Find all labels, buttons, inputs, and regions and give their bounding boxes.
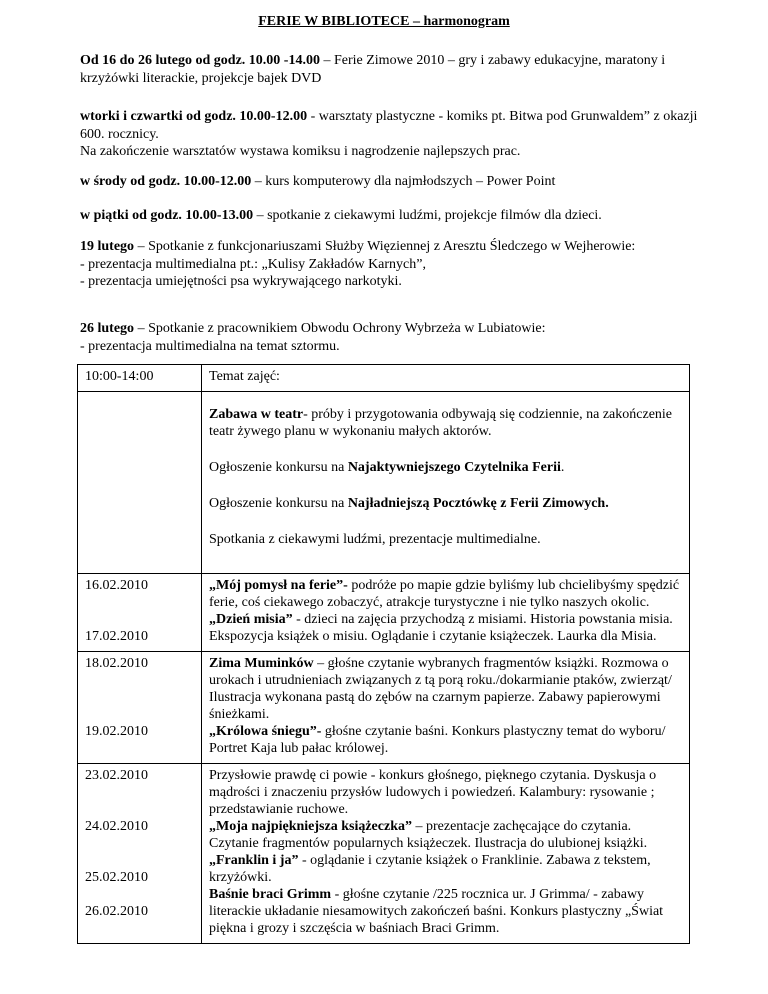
table-row-group-3 <box>78 764 690 944</box>
topic-dzien-misia-bold: „Dzień misia” <box>209 612 293 627</box>
topic-basnie-grimm-text: - głośne czytanie /225 rocznica ur. J Grimma/ - zabawy literackie układanie niesamowitych zakończeń baśni. Konkurs plastyczny „Świat piękna i grozy i szczęścia w baśniach Braci Grimm. <box>209 887 664 936</box>
general-item-1-bold: Zabawa w teatr <box>209 407 304 422</box>
intro-1-bold: Od 16 do 26 lutego od godz. 10.00 -14.00 <box>80 53 320 68</box>
general-date-cell <box>78 392 202 574</box>
intro-paragraph-2 <box>80 108 700 161</box>
date-19-02: 19.02.2010 <box>85 724 148 739</box>
intro-4-bold: w piątki od godz. 10.00-13.00 <box>80 208 254 223</box>
topic-moja-ksiazeczka-bold: „Moja najpiękniejsza książeczka” <box>209 819 412 834</box>
intro-paragraph-3 <box>80 173 700 191</box>
topic-franklin-bold: „Franklin i ja” <box>209 853 299 868</box>
intro-1-text: – Ferie Zimowe 2010 – gry i zabawy edukacyjne, maratony i krzyżówki literackie, projekcje bajek DVD <box>80 53 666 86</box>
intro-paragraph-4 <box>80 207 700 225</box>
table-row-group-2 <box>78 652 690 764</box>
intro-4-text: – spotkanie z ciekawymi ludźmi, projekcje filmów dla dzieci. <box>253 208 602 223</box>
topic-zima-muminkow-text: – głośne czytanie wybranych fragmentów książki. Rozmowa o urokach i utrudnieniach związanych z tą porą roku./dokarmianie ptaków, zwierząt/ Ilustracja wykonana pastą do zębów na czarnym papierze. Zabawy papierowymi śnieżkami. <box>209 656 672 722</box>
intro-5-bold: 19 lutego <box>80 239 135 254</box>
group-2-date-cell <box>78 652 202 764</box>
date-25-02: 25.02.2010 <box>85 870 148 885</box>
general-item-meetings: Spotkania z ciekawymi ludźmi, prezentacje multimedialne. <box>209 532 541 547</box>
general-item-2-post: . <box>560 460 565 475</box>
date-18-02: 18.02.2010 <box>85 656 148 671</box>
general-item-3-bold: Najładniejszą Pocztówkę z Ferii Zimowych. <box>347 496 609 511</box>
group-1-date-cell <box>78 574 202 652</box>
topic-franklin-text: - oglądanie i czytanie książek o Franklinie. Zabawa z tekstem, krzyżówki. <box>209 853 651 885</box>
intro-6-text: – Spotkanie z pracownikiem Obwodu Ochrony Wybrzeża w Lubiatowie: <box>134 321 546 336</box>
general-item-1-text: - próby i przygotowania odbywają się codziennie, na zakończenie teatr żywego planu w wykonaniu małych aktorów. <box>209 407 673 439</box>
general-item-reader-contest <box>209 459 682 476</box>
intro-3-text: – kurs komputerowy dla najmłodszych – Power Point <box>251 174 556 189</box>
intro-5-bullet-2: - prezentacja umiejętności psa wykrywającego narkotyki. <box>80 274 402 289</box>
header-time-cell: 10:00-14:00 <box>78 365 202 392</box>
topic-krolowa-sniegu <box>209 723 682 757</box>
date-26-02: 26.02.2010 <box>85 904 148 919</box>
topic-moj-pomysl-text: podróże po mapie gdzie byliśmy lub chcielibyśmy spędzić ferie, coś ciekawego zobaczyć, atrakcje turystyczne i nie tylko naszych okolic. <box>209 578 680 610</box>
topic-przyslowie: Przysłowie prawdę ci powie - konkurs głośnego, pięknego czytania. Dyskusja o mądrości i znaczeniu przysłów ludowych i powiedzeń. Kalambury: rysowanie ; przedstawianie ruchowe. <box>209 768 657 817</box>
topic-moj-pomysl <box>209 577 682 611</box>
intro-6-bold: 26 lutego <box>80 321 135 336</box>
topic-krolowa-sniegu-bold: „Królowa śniegu”- <box>209 724 322 739</box>
topic-franklin <box>209 852 682 886</box>
intro-paragraph-5 <box>80 238 700 291</box>
intro-2-line2: Na zakończenie warsztatów wystawa komiksu i nagrodzenie najlepszych prac. <box>80 144 521 159</box>
date-16-02: 16.02.2010 <box>85 578 148 593</box>
intro-2-bold: wtorki i czwartki od godz. 10.00-12.00 <box>80 109 308 124</box>
topic-dzien-misia-text: - dzieci na zajęcia przychodzą z misiami. Historia powstania misia. Ekspozycja książek o misiu. Oglądanie i czytanie książeczek. Laurka dla Misia. <box>209 612 673 644</box>
header-topic-cell: Temat zajęć: <box>202 365 690 392</box>
intro-3-bold: w środy od godz. 10.00-12.00 <box>80 174 252 189</box>
group-3-topic-cell <box>202 764 690 944</box>
topic-zima-muminkow-bold: Zima Muminków <box>209 656 314 671</box>
topic-dzien-misia <box>209 611 682 645</box>
table-row-group-1 <box>78 574 690 652</box>
general-item-3-pre: Ogłoszenie konkursu na <box>209 496 348 511</box>
table-row-general <box>78 392 690 574</box>
general-item-2-bold: Najaktywniejszego Czytelnika Ferii <box>347 460 561 475</box>
topic-krolowa-sniegu-text: głośne czytanie baśni. Konkurs plastyczny temat do wyboru/ Portret Kaja lub pałac królowej. <box>209 724 666 756</box>
intro-paragraph-1 <box>80 52 700 87</box>
group-3-date-cell <box>78 764 202 944</box>
topic-moj-pomysl-bold: „Mój pomysł na ferie”- <box>209 578 348 593</box>
document-title: FERIE W BIBLIOTECE – harmonogram <box>258 14 510 29</box>
intro-5-bullet-1: - prezentacja multimedialna pt.: „Kulisy Zakładów Karnych”, <box>80 256 426 272</box>
topic-basnie-grimm <box>209 886 682 937</box>
topic-zima-muminkow <box>209 655 682 723</box>
date-17-02: 17.02.2010 <box>85 629 148 644</box>
group-2-topic-cell <box>202 652 690 764</box>
date-23-02: 23.02.2010 <box>85 768 148 783</box>
schedule-table <box>77 364 690 944</box>
intro-6-bullet-1: - prezentacja multimedialna na temat sztormu. <box>80 338 340 354</box>
intro-5-text: – Spotkanie z funkcjonariuszami Służby Więziennej z Aresztu Śledczego w Wejherowie: <box>134 239 636 254</box>
group-1-topic-cell <box>202 574 690 652</box>
general-item-2-pre: Ogłoszenie konkursu na <box>209 460 348 475</box>
general-topic-cell <box>202 392 690 574</box>
table-header-row <box>78 365 690 392</box>
topic-moja-ksiazeczka-text: – prezentacje zachęcające do czytania. Czytanie fragmentów popularnych książeczek. Ilustracja do ulubionej książki. <box>209 819 648 851</box>
intro-2-text: - warsztaty plastyczne - komiks pt. Bitwa pod Grunwaldem” z okazji 600. rocznicy. <box>80 109 698 142</box>
general-item-theatre <box>209 406 682 440</box>
topic-basnie-grimm-bold: Baśnie braci Grimm <box>209 887 332 902</box>
date-24-02: 24.02.2010 <box>85 819 148 834</box>
general-item-postcard-contest <box>209 495 682 512</box>
topic-moja-ksiazeczka <box>209 818 682 852</box>
intro-paragraph-6 <box>80 320 700 355</box>
